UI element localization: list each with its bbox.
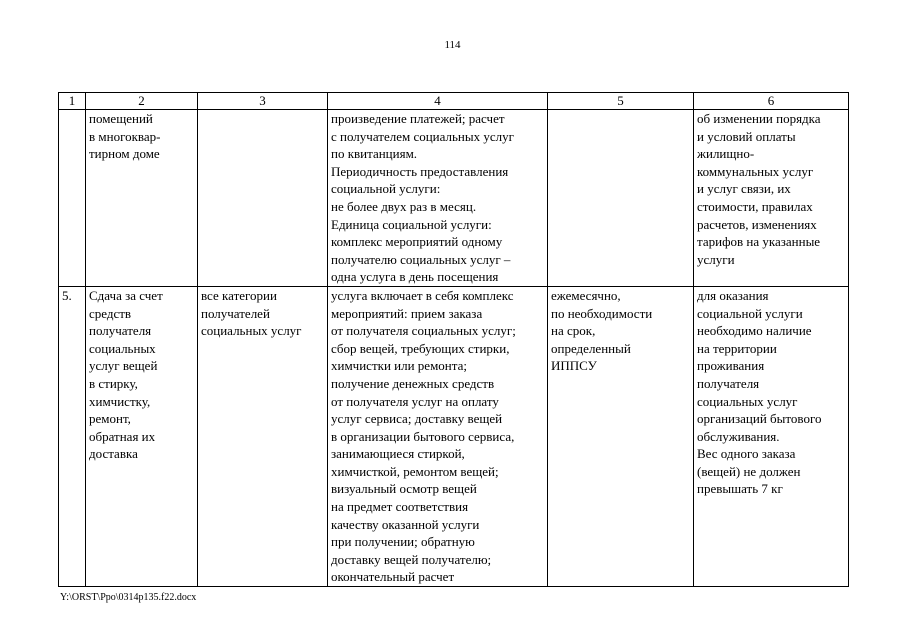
cell-text-line: химчистку,	[89, 393, 151, 409]
cell-text-line: в организации бытового сервиса,	[331, 428, 515, 444]
cell-text-line: с получателем социальных услуг	[331, 128, 514, 144]
table-cell-col2	[86, 286, 198, 586]
header-col-3: 3	[198, 93, 328, 110]
table-cell-col5	[548, 286, 694, 586]
cell-text-line: тирном доме	[89, 146, 160, 162]
cell-text-line: комплекс мероприятий одному	[331, 234, 503, 250]
header-col-6: 6	[694, 93, 849, 110]
cell-text-line: жилищно-	[697, 146, 755, 162]
cell-text-line: организаций бытового	[697, 411, 822, 427]
cell-text-line: не более двух раз в месяц.	[331, 198, 477, 214]
cell-text-line: для оказания	[697, 287, 769, 303]
cell-text-line: от получателя услуг на оплату	[331, 393, 499, 409]
cell-text-line: в стирку,	[89, 375, 138, 391]
cell-text-line: коммунальных услуг	[697, 163, 814, 179]
table-cell-col3	[198, 110, 328, 287]
services-table	[58, 92, 849, 587]
cell-text-line: ремонт,	[89, 411, 131, 427]
cell-text-line: в многоквар-	[89, 128, 161, 144]
cell-text-line: помещений	[89, 111, 153, 126]
cell-text-line: об изменении порядка	[697, 111, 821, 126]
footer-file-path: Y:\ORST\Ppo\0314p135.f22.docx	[60, 592, 197, 603]
cell-text-line: социальной услуги:	[331, 181, 441, 197]
cell-text-line: химчисткой, ремонтом вещей;	[331, 463, 499, 479]
cell-text-line: расчетов, изменениях	[697, 216, 817, 232]
cell-text-line: доставка	[89, 446, 138, 462]
cell-text-line: обратная их	[89, 428, 156, 444]
table-cell-col6	[694, 110, 849, 287]
header-col-1: 1	[59, 93, 86, 110]
cell-text-line: доставку вещей получателю;	[331, 551, 492, 567]
cell-text-line: получателя	[697, 375, 760, 391]
table-cell-col2	[86, 110, 198, 287]
cell-text-line: социальных	[89, 340, 156, 356]
cell-text-line: социальной услуги	[697, 305, 803, 321]
cell-text-line: стоимости, правилах	[697, 198, 813, 214]
cell-text-line: ИППСУ	[551, 358, 597, 374]
cell-text-line: и условий оплаты	[697, 128, 796, 144]
cell-text-line: Сдача за счет	[89, 287, 163, 303]
cell-text-line: занимающиеся стиркой,	[331, 446, 465, 462]
cell-text-line: произведение платежей; расчет	[331, 111, 505, 126]
row-number-cell	[59, 110, 86, 287]
header-col-2: 2	[86, 93, 198, 110]
cell-text-line: на предмет соответствия	[331, 499, 469, 515]
cell-text-line: по квитанциям.	[331, 146, 418, 162]
cell-text-line: ежемесячно,	[551, 287, 621, 303]
cell-text-line: качеству оказанной услуги	[331, 516, 480, 532]
cell-text-line: услуг вещей	[89, 358, 158, 374]
cell-text-line: проживания	[697, 358, 765, 374]
cell-text-line: необходимо наличие	[697, 323, 812, 339]
cell-text-line: определенный	[551, 340, 631, 356]
cell-text-line: и услуг связи, их	[697, 181, 791, 197]
table-cell-col5	[548, 110, 694, 287]
cell-text-line: превышать 7 кг	[697, 481, 783, 497]
cell-text-line: Вес одного заказа	[697, 446, 796, 462]
cell-text-line: услуга включает в себя комплекс	[331, 287, 514, 303]
table-cell-col6	[694, 286, 849, 586]
header-row	[59, 93, 849, 110]
cell-text-line: одна услуга в день посещения	[331, 269, 499, 285]
cell-text-line: услуги	[697, 251, 735, 267]
table-cell-col4	[328, 286, 548, 586]
cell-text-line: от получателя социальных услуг;	[331, 323, 516, 339]
table-cell-col4	[328, 110, 548, 287]
cell-text-line: (вещей) не должен	[697, 463, 801, 479]
table-row	[59, 286, 849, 586]
cell-text-line: химчистки или ремонта;	[331, 358, 467, 374]
row-number: 5.	[62, 287, 72, 303]
cell-text-line: средств	[89, 305, 132, 321]
cell-text-line: на территории	[697, 340, 777, 356]
cell-text-line: получателей	[201, 305, 270, 321]
cell-text-line: социальных услуг	[201, 323, 302, 339]
cell-text-line: получателя	[89, 323, 152, 339]
cell-text-line: мероприятий: прием заказа	[331, 305, 483, 321]
cell-text-line: тарифов на указанные	[697, 234, 821, 250]
cell-text-line: социальных услуг	[697, 393, 798, 409]
cell-text-line: сбор вещей, требующих стирки,	[331, 340, 510, 356]
table-row	[59, 110, 849, 287]
cell-text-line: услуг сервиса; доставку вещей	[331, 411, 503, 427]
header-col-5: 5	[548, 93, 694, 110]
row-number-cell	[59, 286, 86, 586]
cell-text-line: по необходимости	[551, 305, 653, 321]
cell-text-line: при получении; обратную	[331, 534, 475, 550]
cell-text-line: окончательный расчет	[331, 569, 455, 585]
header-col-4: 4	[328, 93, 548, 110]
cell-text-line: Единица социальной услуги:	[331, 216, 492, 232]
table-cell-col3	[198, 286, 328, 586]
cell-text-line: все категории	[201, 287, 277, 303]
page-number: 114	[444, 39, 461, 51]
cell-text-line: обслуживания.	[697, 428, 780, 444]
cell-text-line: получение денежных средств	[331, 375, 495, 391]
cell-text-line: Периодичность предоставления	[331, 163, 509, 179]
cell-text-line: на срок,	[551, 323, 596, 339]
cell-text-line: визуальный осмотр вещей	[331, 481, 477, 497]
cell-text-line: получателю социальных услуг –	[331, 251, 511, 267]
